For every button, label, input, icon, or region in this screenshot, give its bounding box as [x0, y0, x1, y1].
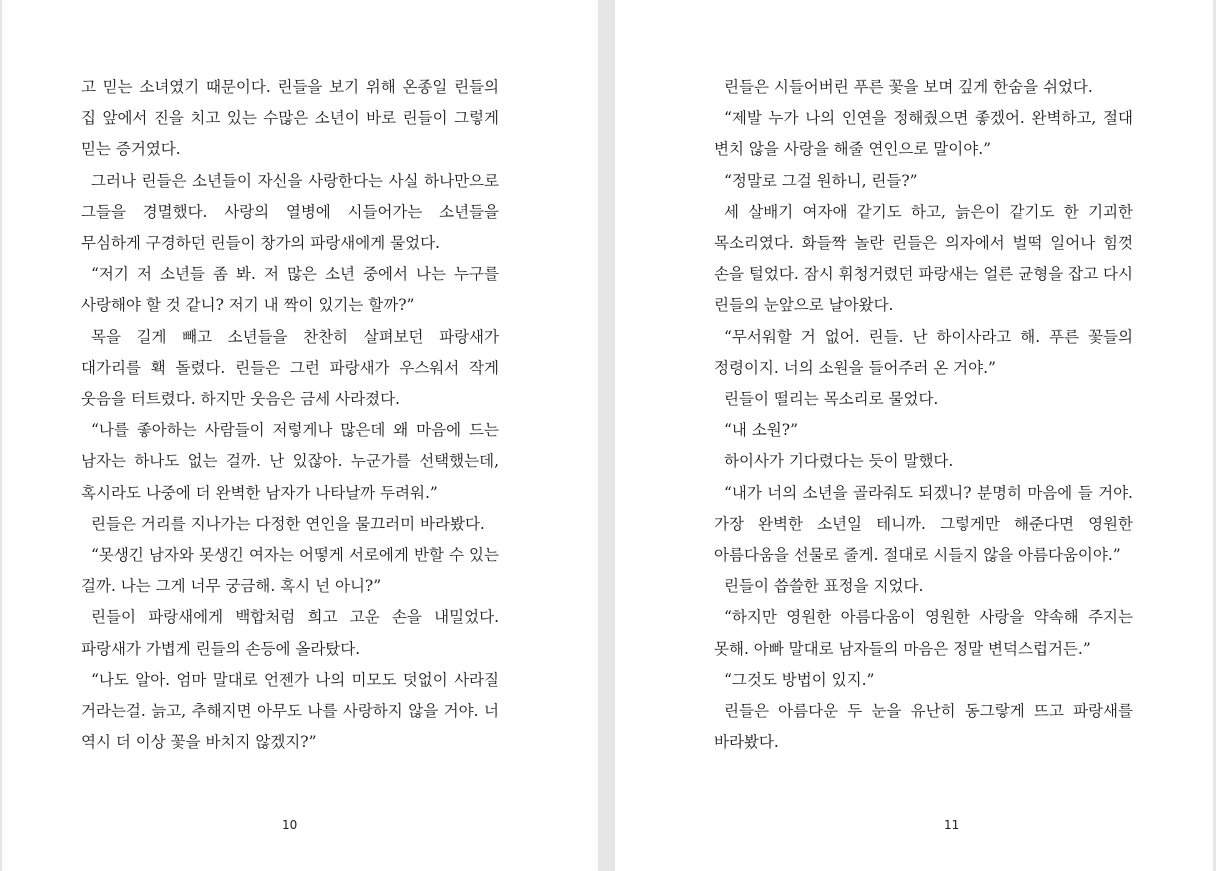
left-page[interactable]: [2, 0, 598, 871]
paragraph: 세 살배기 여자애 같기도 하고, 늙은이 같기도 한 기괴한 목소리였다. 화들짝 놀란 린들은 의자에서 벌떡 일어나 힘껏 손을 털었다. 잠시 휘청거렸던 파랑새는 얼른 균형을 잡고 다시 린들의 눈앞으로 날아왔다.: [714, 202, 1133, 315]
paragraph: 목을 길게 빼고 소년들을 찬찬히 살펴보던 파랑새가 대가리를 홱 돌렸다. 린들은 그런 파랑새가 우스워서 작게 웃음을 터트렸다. 하지만 웃음은 금세 사라졌다.: [81, 327, 499, 409]
right-page[interactable]: [615, 0, 1213, 871]
paragraph: 린들이 파랑새에게 백합처럼 희고 고운 손을 내밀었다. 파랑새가 가볍게 린들의 손등에 올라탔다.: [81, 608, 499, 658]
page-number: 10: [282, 818, 298, 832]
paragraph: “나도 알아. 엄마 말대로 언젠가 나의 미모도 덧없이 사라질 거라는걸. 늙고, 추해지면 아무도 나를 사랑하지 않을 거야. 너 역시 더 이상 꽃을 바치지 않겠지?”: [81, 670, 499, 752]
page-number: 11: [944, 818, 960, 832]
paragraph: “정말로 그걸 원하니, 린들?”: [724, 171, 918, 190]
paragraph: “그것도 방법이 있지.”: [724, 670, 875, 689]
paragraph: 하이사가 기다렸다는 듯이 말했다.: [724, 452, 954, 471]
paragraph: “내 소원?”: [724, 421, 799, 440]
paragraph: “제발 누가 나의 인연을 정해줬으면 좋겠어. 완벽하고, 절대 변치 않을 사랑을 해줄 연인으로 말이야.”: [714, 109, 1133, 159]
paragraph: 린들이 떨리는 목소리로 물었다.: [724, 390, 939, 409]
paragraph: 린들은 아름다운 두 눈을 유난히 동그랗게 뜨고 파랑새를 바라봤다.: [714, 702, 1133, 752]
paragraph: “무서워할 거 없어. 린들. 난 하이사라고 해. 푸른 꽃들의 정령이지. 너의 소원을 들어주러 온 거야.”: [714, 327, 1133, 377]
left-page-text: [81, 72, 499, 758]
paragraph: 린들은 시들어버린 푸른 꽃을 보며 깊게 한숨을 쉬었다.: [724, 78, 1093, 96]
paragraph: 그러나 린들은 소년들이 자신을 사랑한다는 사실 하나만으로 그들을 경멸했다. 사랑의 열병에 시들어가는 소년들을 무심하게 구경하던 린들이 창가의 파랑새에게 물었다.: [81, 171, 499, 253]
paragraph: “저기 저 소년들 좀 봐. 저 많은 소년 중에서 나는 누구를 사랑해야 할 것 같니? 저기 내 짝이 있기는 할까?”: [81, 265, 499, 315]
paragraph: “못생긴 남자와 못생긴 여자는 어떻게 서로에게 반할 수 있는 걸까. 나는 그게 너무 궁금해. 혹시 넌 아니?”: [81, 546, 499, 596]
paragraph: 린들이 씁쓸한 표정을 지었다.: [724, 577, 924, 596]
paragraph: “하지만 영원한 아름다움이 영원한 사랑을 약속해 주지는 못해. 아빠 말대로 남자들의 마음은 정말 변덕스럽거든.”: [714, 608, 1133, 658]
paragraph: 고 믿는 소녀였기 때문이다. 린들을 보기 위해 온종일 린들의 집 앞에서 진을 치고 있는 수많은 소년이 바로 린들이 그렇게 믿는 증거였다.: [81, 78, 499, 159]
paragraph: “내가 너의 소년을 골라줘도 되겠니? 분명히 마음에 들 거야. 가장 완벽한 소년일 테니까. 그렇게만 해준다면 영원한 아름다움을 선물로 줄게. 절대로 시들지 않을 아름다움이야.”: [714, 483, 1133, 565]
paragraph: 린들은 거리를 지나가는 다정한 연인을 물끄러미 바라봤다.: [91, 514, 485, 533]
paragraph: “나를 좋아하는 사람들이 저렇게나 많은데 왜 마음에 드는 남자는 하나도 없는 걸까. 난 있잖아. 누군가를 선택했는데, 혹시라도 나중에 더 완벽한 남자가 나타날까 두려워.”: [81, 421, 499, 502]
right-page-text: [714, 72, 1133, 758]
